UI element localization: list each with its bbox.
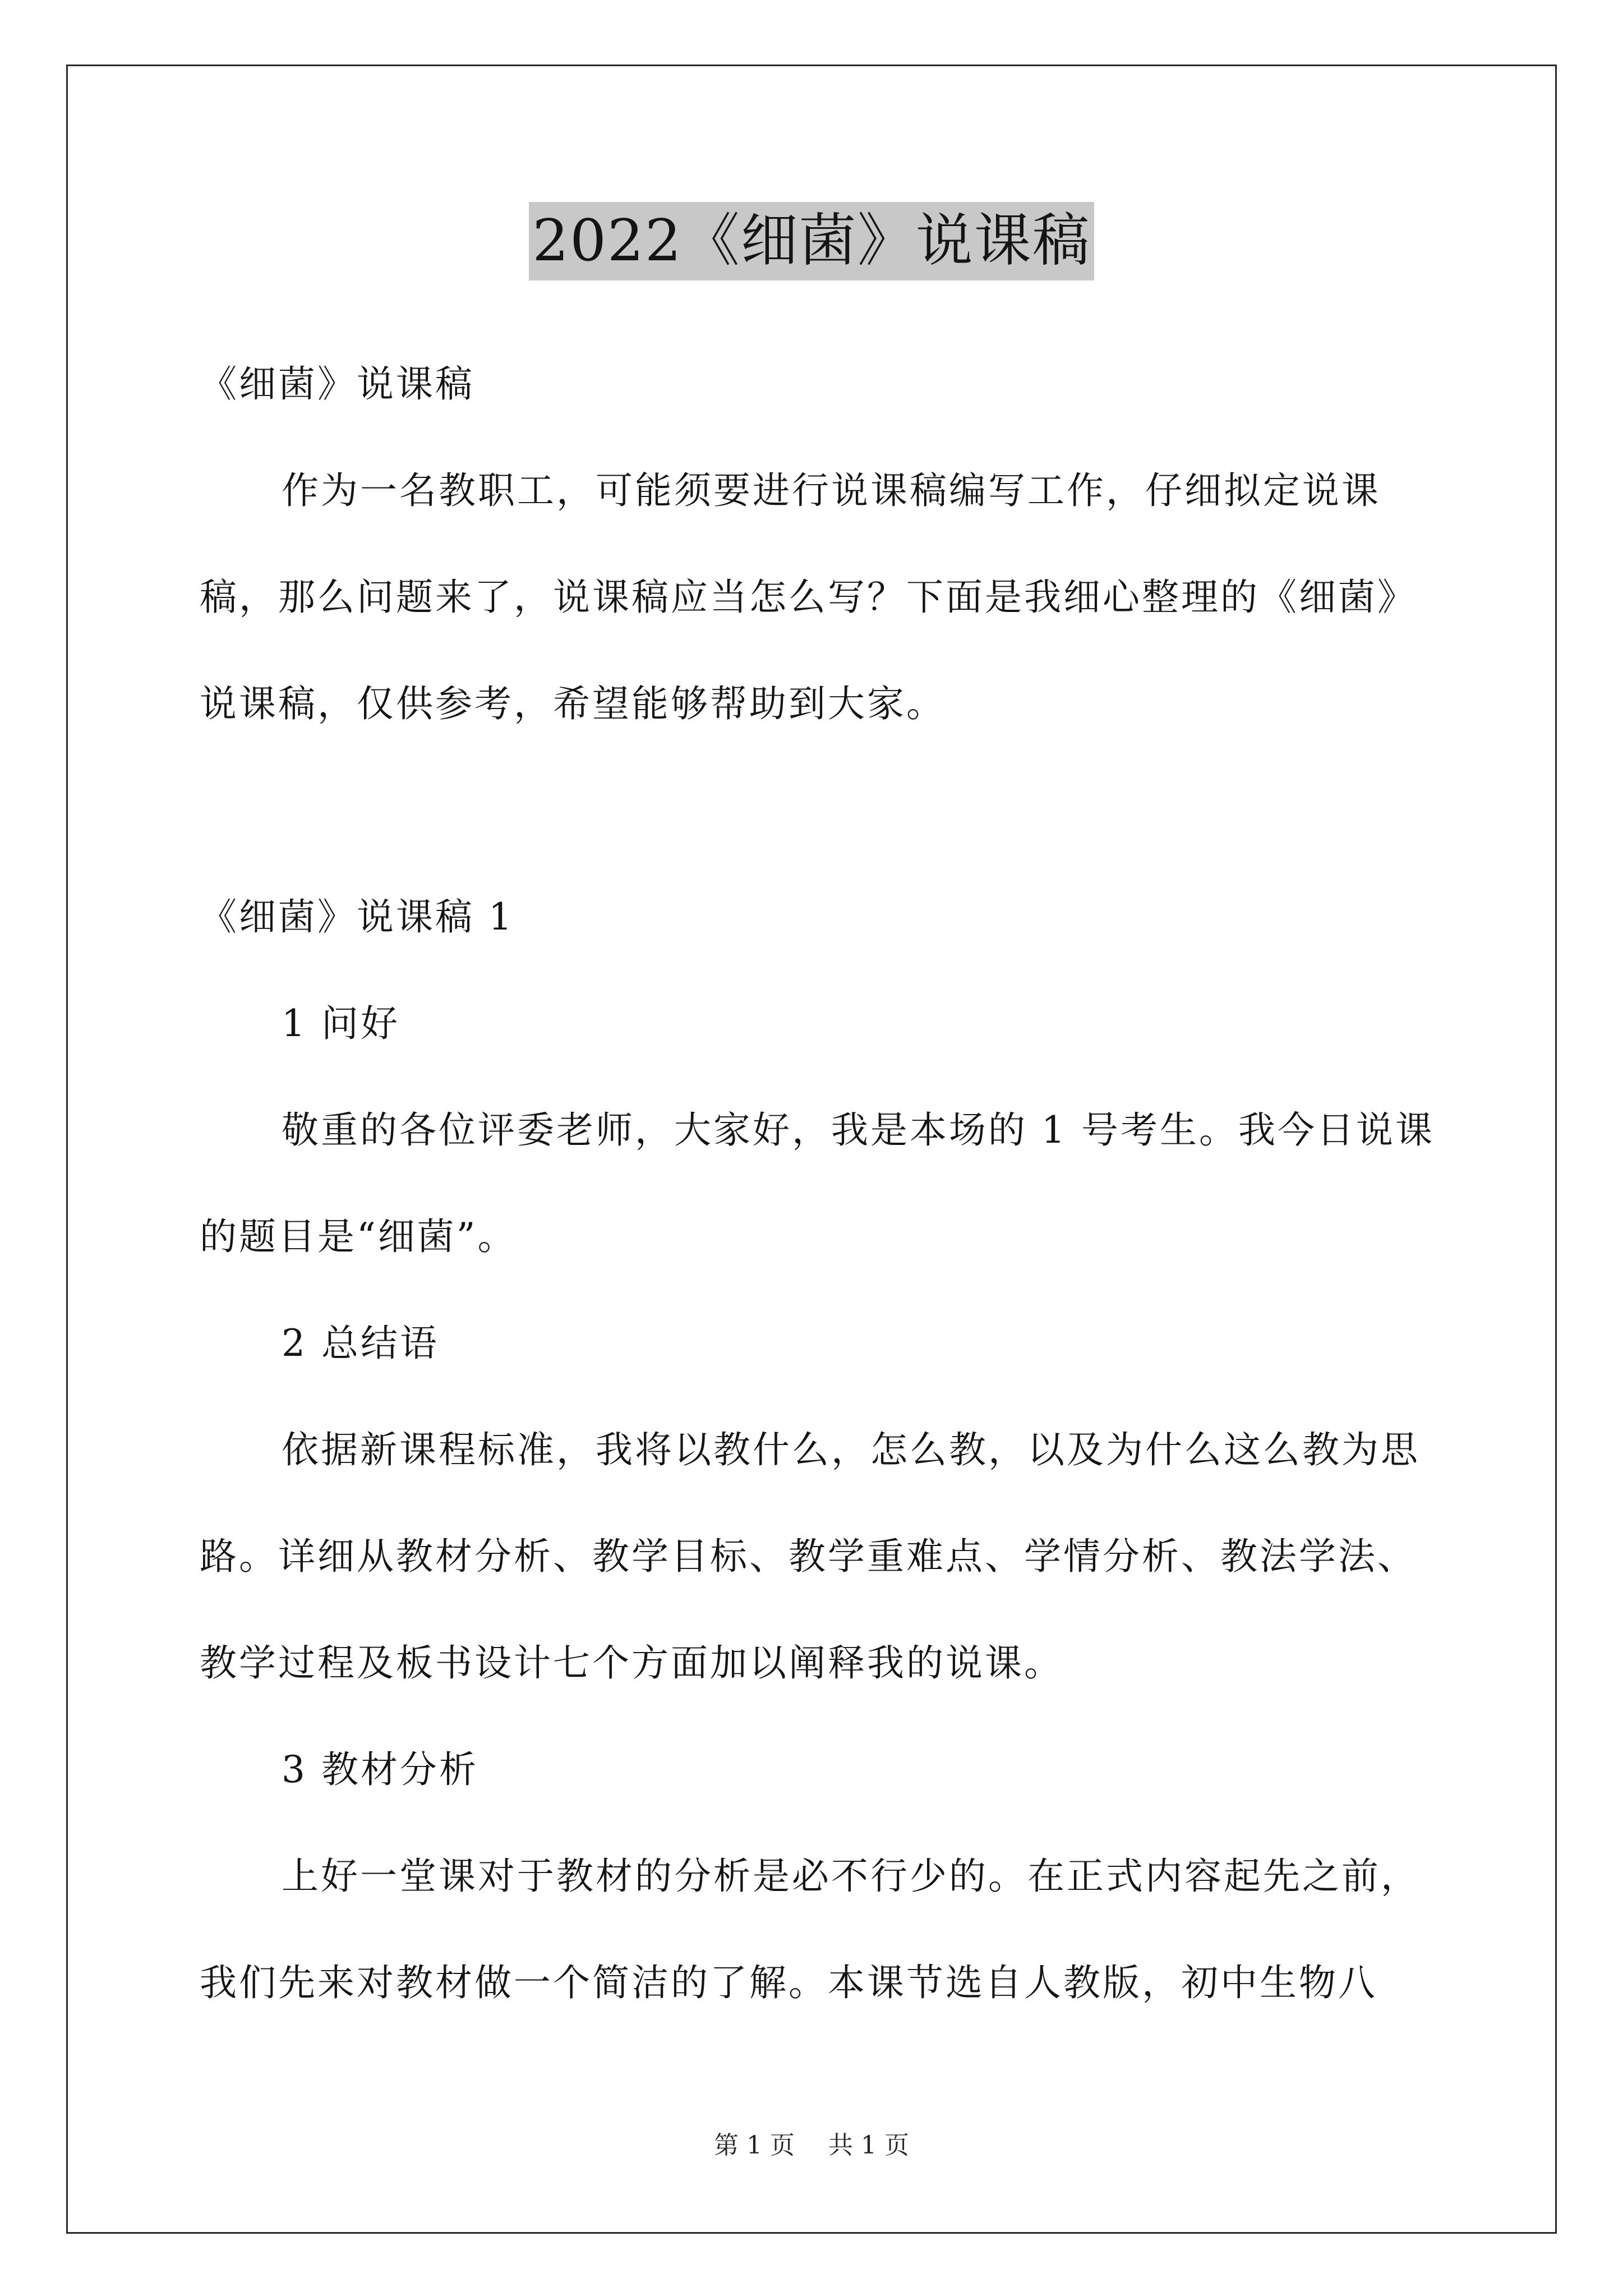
paragraph: 依据新课程标准，我将以教什么，怎么教，以及为什么这么教为思路。详细从教材分析、教学目标、教学重难点、学情分析、教法学法、教学过程及板书设计七个方面加以阐释我的说课。 bbox=[200, 1428, 1420, 1685]
paragraph: 作为一名教职工，可能须要进行说课稿编写工作，仔细拟定说课稿，那么问题来了，说课稿应当怎么写？下面是我细心整理的《细菌》说课稿，仅供参考，希望能够帮助到大家。 bbox=[200, 469, 1417, 725]
document-title-wrapper bbox=[0, 202, 1623, 280]
paragraph: 2 总结语 bbox=[282, 1322, 439, 1365]
paragraph: 上好一堂课对于教材的分析是必不行少的。在正式内容起先之前，我们先来对教材做一个简洁的了解。本课节选自人教版，初中生物八 bbox=[200, 1855, 1420, 2004]
section-heading: 《细菌》说课稿 1 bbox=[200, 895, 514, 938]
page-footer bbox=[0, 2129, 1623, 2162]
document-body bbox=[200, 331, 1439, 2036]
page-total: 共 1 页 bbox=[828, 2131, 909, 2160]
page-number: 第 1 页 bbox=[714, 2131, 795, 2160]
paragraph: 《细菌》说课稿 bbox=[200, 362, 474, 406]
document-title: 2022《细菌》说课稿 bbox=[529, 202, 1094, 280]
paragraph: 3 教材分析 bbox=[282, 1748, 478, 1791]
paragraph: 敬重的各位评委老师，大家好，我是本场的 1 号考生。我今日说课的题目是“细菌”。 bbox=[200, 1108, 1435, 1258]
paragraph: 1 问好 bbox=[282, 1002, 400, 1045]
